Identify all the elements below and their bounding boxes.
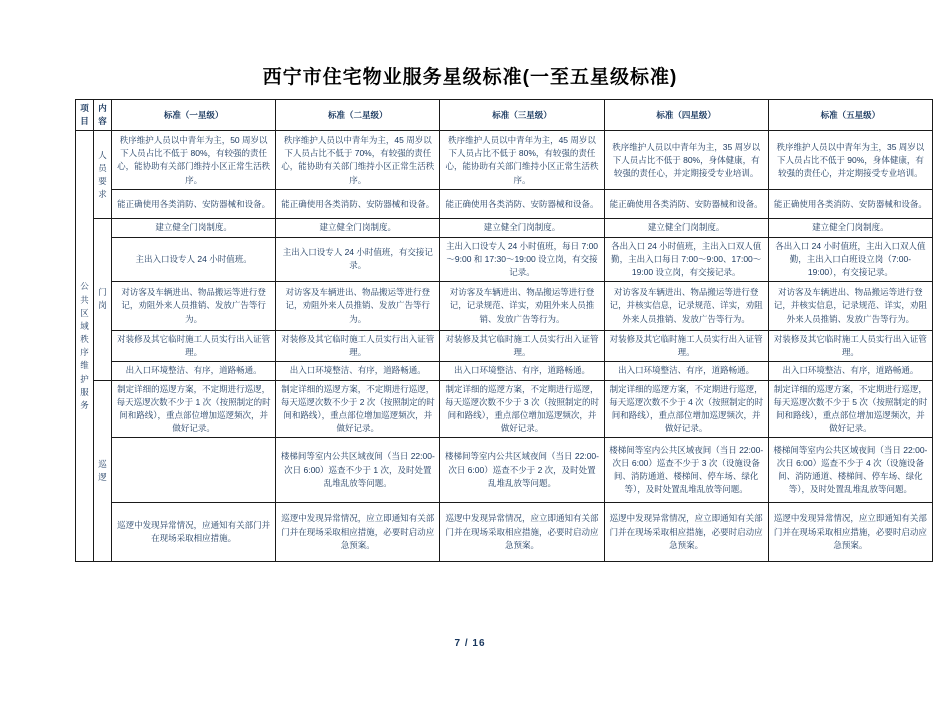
page-title: 西宁市住宅物业服务星级标准(一至五星级标准)	[262, 67, 678, 88]
column-header-project: 项目	[76, 100, 94, 131]
standard-cell: 巡逻中发现异常情况，应立即通知有关部门并在现场采取相应措施，必要时启动应急预案。	[276, 503, 440, 562]
standard-cell	[112, 438, 276, 503]
standard-cell: 秩序维护人员以中青年为主，35 周岁以下人员占比不低于 80%，身体健康，有较强的责任心，并定期接受专业培训。	[604, 131, 768, 190]
standard-cell: 楼梯间等室内公共区域夜间（当日 22:00-次日 6:00）巡查不少于 1 次，及时处置乱堆乱放等问题。	[276, 438, 440, 503]
column-header-star5: 标准（五星级）	[768, 100, 932, 131]
document-page	[0, 62, 940, 726]
standard-cell: 对访客及车辆进出、物品搬运等进行登记，并核实信息，记录规范、详实，劝阻外来人员推销、发放广告等行为。	[768, 282, 932, 331]
standard-cell: 主出入口设专人 24 小时值班，有交接记录。	[276, 237, 440, 282]
standard-cell: 各出入口 24 小时值班，主出入口双人值勤，主出入口白班设立岗（7:00-19:00），有交接记录。	[768, 237, 932, 282]
standard-cell: 主出入口设专人 24 小时值班。	[112, 237, 276, 282]
standard-cell: 制定详细的巡逻方案，不定期进行巡逻，每天巡逻次数不少于 3 次（按照制定的时间和路线），重点部位增加巡逻频次，并做好记录。	[440, 380, 604, 438]
column-header-star2: 标准（二星级）	[276, 100, 440, 131]
star-standard-table	[75, 99, 933, 562]
standard-cell: 对装修及其它临时施工人员实行出入证管理。	[604, 331, 768, 362]
column-header-content: 内容	[94, 100, 112, 131]
standard-cell: 楼梯间等室内公共区域夜间（当日 22:00-次日 6:00）巡查不少于 4 次（设施设备间、消防通道、楼梯间、停车场、绿化等），及时处置乱堆乱放等问题。	[768, 438, 932, 503]
standard-cell: 对访客及车辆进出、物品搬运等进行登记，并核实信息，记录规范、详实，劝阻外来人员推销、发放广告等行为。	[604, 282, 768, 331]
standard-cell: 楼梯间等室内公共区域夜间（当日 22:00-次日 6:00）巡查不少于 2 次，及时处置乱堆乱放等问题。	[440, 438, 604, 503]
table-row	[76, 190, 933, 219]
project-label-cell: 公共区域秩序维护服务	[76, 131, 94, 562]
standard-cell: 对访客及车辆进出、物品搬运等进行登记，记录规范、详实，劝阻外来人员推销、发放广告等行为。	[440, 282, 604, 331]
page-number: 7 / 16	[454, 638, 486, 649]
standard-cell: 建立健全门岗制度。	[768, 219, 932, 237]
standard-cell: 秩序维护人员以中青年为主，50 周岁以下人员占比不低于 80%，有较强的责任心，能协助有关部门维持小区正常生活秩序。	[112, 131, 276, 190]
table-row	[76, 282, 933, 331]
standard-cell: 出入口环境整洁、有序，道路畅通。	[768, 362, 932, 380]
standard-cell: 制定详细的巡逻方案，不定期进行巡逻，每天巡逻次数不少于 4 次（按照制定的时间和路线），重点部位增加巡逻频次，并做好记录。	[604, 380, 768, 438]
table-row	[76, 331, 933, 362]
standard-cell: 秩序维护人员以中青年为主，45 周岁以下人员占比不低于 80%，有较强的责任心，能协助有关部门维持小区正常生活秩序。	[440, 131, 604, 190]
standard-cell: 出入口环境整洁、有序，道路畅通。	[440, 362, 604, 380]
standard-cell: 巡逻中发现异常情况，应通知有关部门并在现场采取相应措施。	[112, 503, 276, 562]
standard-cell: 能正确使用各类消防、安防器械和设备。	[440, 190, 604, 219]
standard-cell: 楼梯间等室内公共区域夜间（当日 22:00-次日 6:00）巡查不少于 3 次（设施设备间、消防通道、楼梯间、停车场、绿化等），及时处置乱堆乱放等问题。	[604, 438, 768, 503]
table-row	[76, 380, 933, 438]
standard-cell: 建立健全门岗制度。	[112, 219, 276, 237]
standard-cell: 能正确使用各类消防、安防器械和设备。	[604, 190, 768, 219]
standard-cell: 对装修及其它临时施工人员实行出入证管理。	[276, 331, 440, 362]
table-row	[76, 438, 933, 503]
content-group-label-gate: 门岗	[94, 219, 112, 380]
standard-cell: 建立健全门岗制度。	[604, 219, 768, 237]
standard-cell: 主出入口设专人 24 小时值班，每日 7:00～9:00 和 17:30～19:00 设立岗，有交接记录。	[440, 237, 604, 282]
standard-cell: 对装修及其它临时施工人员实行出入证管理。	[112, 331, 276, 362]
standard-cell: 建立健全门岗制度。	[440, 219, 604, 237]
standard-cell: 秩序维护人员以中青年为主，45 周岁以下人员占比不低于 70%，有较强的责任心，能协助有关部门维持小区正常生活秩序。	[276, 131, 440, 190]
standard-cell: 制定详细的巡逻方案，不定期进行巡逻，每天巡逻次数不少于 1 次（按照制定的时间和路线），重点部位增加巡逻频次，并做好记录。	[112, 380, 276, 438]
standard-cell: 巡逻中发现异常情况，应立即通知有关部门并在现场采取相应措施，必要时启动应急预案。	[768, 503, 932, 562]
standard-cell: 能正确使用各类消防、安防器械和设备。	[112, 190, 276, 219]
column-header-star1: 标准（一星级）	[112, 100, 276, 131]
table-row	[76, 237, 933, 282]
standard-cell: 对装修及其它临时施工人员实行出入证管理。	[440, 331, 604, 362]
standard-cell: 能正确使用各类消防、安防器械和设备。	[276, 190, 440, 219]
standard-cell: 出入口环境整洁、有序，道路畅通。	[604, 362, 768, 380]
header-row	[76, 100, 933, 131]
content-group-label-patrol: 巡逻	[94, 380, 112, 562]
standard-cell: 建立健全门岗制度。	[276, 219, 440, 237]
table-row	[76, 131, 933, 190]
standard-cell: 各出入口 24 小时值班，主出入口双人值勤，主出入口每日 7:00～9:00、17:00～19:00 设立岗，有交接记录。	[604, 237, 768, 282]
standard-cell: 对访客及车辆进出、物品搬运等进行登记，劝阻外来人员推销、发放广告等行为。	[112, 282, 276, 331]
standard-cell: 巡逻中发现异常情况，应立即通知有关部门并在现场采取相应措施，必要时启动应急预案。	[604, 503, 768, 562]
column-header-star4: 标准（四星级）	[604, 100, 768, 131]
column-header-star3: 标准（三星级）	[440, 100, 604, 131]
standard-cell: 对访客及车辆进出、物品搬运等进行登记，劝阻外来人员推销、发放广告等行为。	[276, 282, 440, 331]
table-row	[76, 219, 933, 237]
standard-cell: 秩序维护人员以中青年为主，35 周岁以下人员占比不低于 90%，身体健康，有较强的责任心，并定期接受专业培训。	[768, 131, 932, 190]
content-group-label-personnel: 人员要求	[94, 131, 112, 219]
standard-cell: 制定详细的巡逻方案，不定期进行巡逻，每天巡逻次数不少于 2 次（按照制定的时间和路线），重点部位增加巡逻频次，并做好记录。	[276, 380, 440, 438]
table-row	[76, 362, 933, 380]
standard-cell: 能正确使用各类消防、安防器械和设备。	[768, 190, 932, 219]
standard-cell: 出入口环境整洁、有序，道路畅通。	[276, 362, 440, 380]
standard-cell: 出入口环境整洁、有序，道路畅通。	[112, 362, 276, 380]
standard-cell: 巡逻中发现异常情况，应立即通知有关部门并在现场采取相应措施，必要时启动应急预案。	[440, 503, 604, 562]
table-row	[76, 503, 933, 562]
standard-cell: 对装修及其它临时施工人员实行出入证管理。	[768, 331, 932, 362]
standard-cell: 制定详细的巡逻方案，不定期进行巡逻，每天巡逻次数不少于 5 次（按照制定的时间和路线），重点部位增加巡逻频次，并做好记录。	[768, 380, 932, 438]
